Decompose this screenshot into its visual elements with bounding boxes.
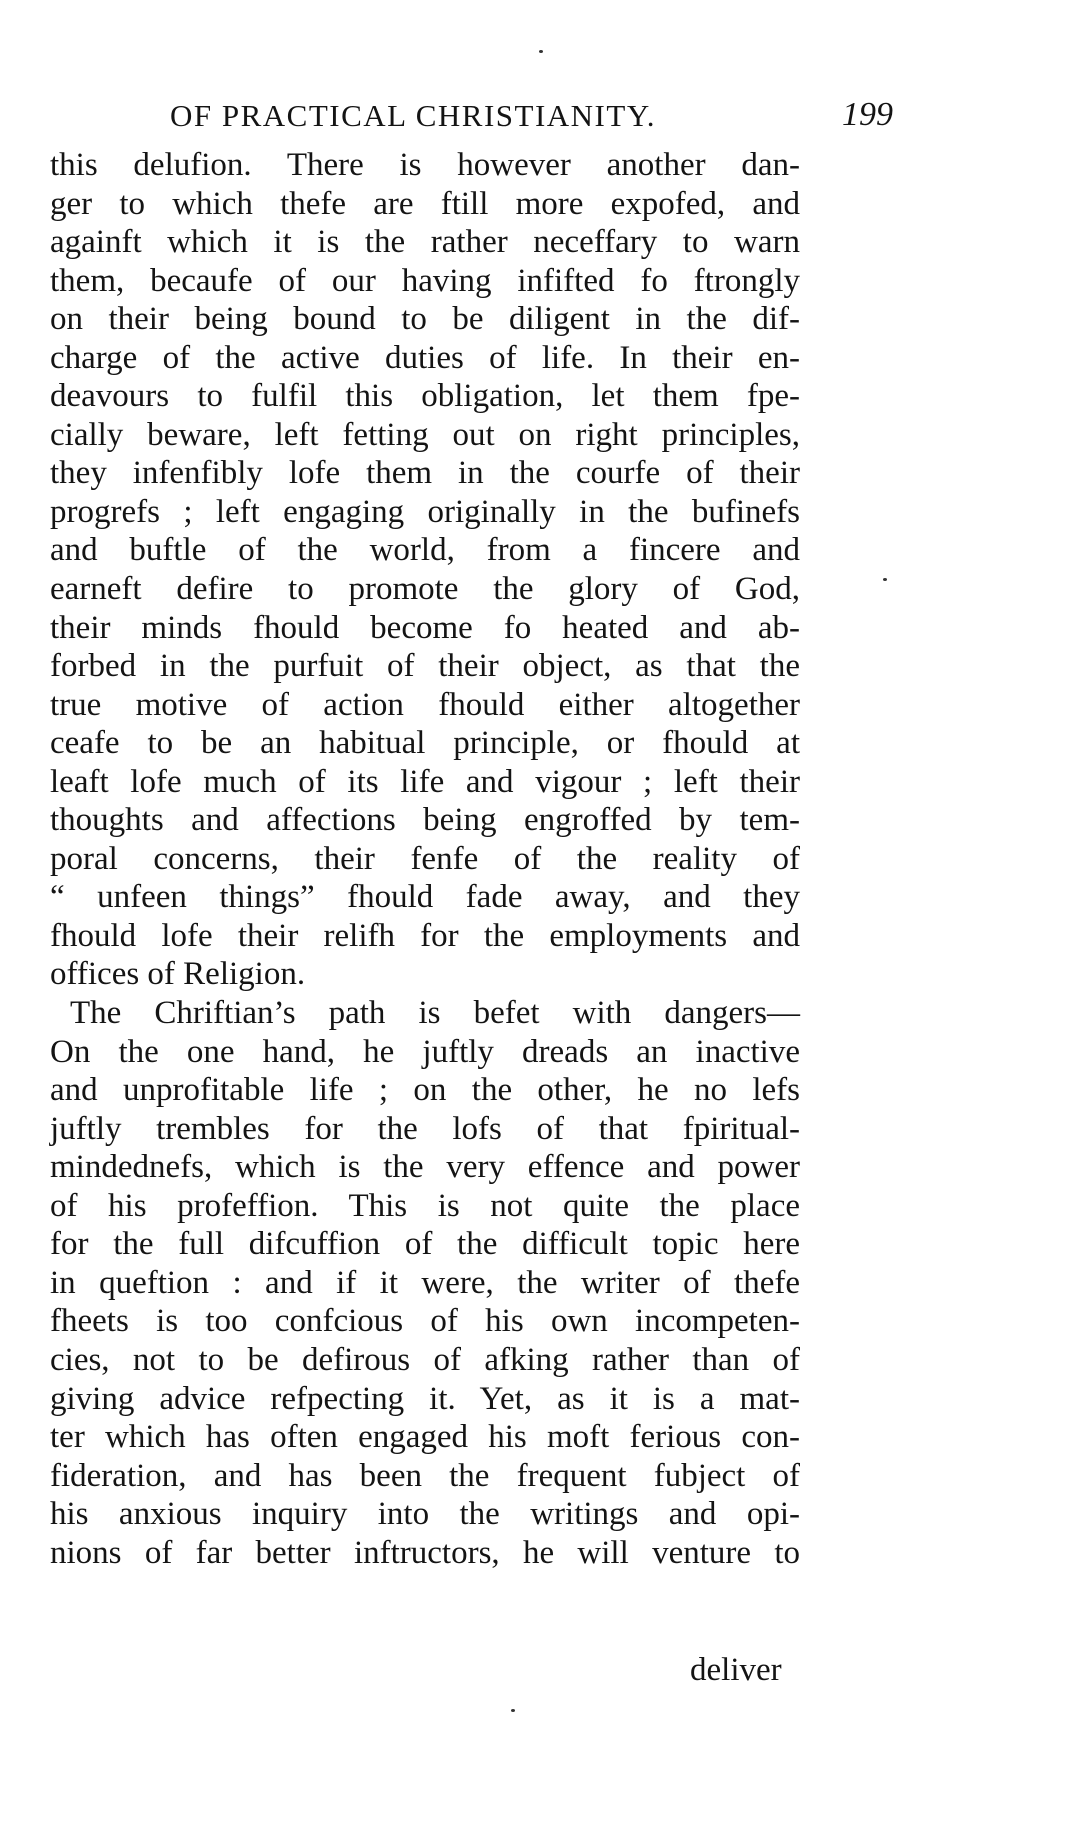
text-line: deavours to fulfil this obligation, let them fpe- xyxy=(50,378,800,415)
ink-speck-top xyxy=(539,50,543,53)
text-line: cially beware, left fetting out on right principles, xyxy=(50,416,800,453)
text-line: offices of Religion. xyxy=(50,956,306,993)
text-line: on their being bound to be diligent in the dif- xyxy=(50,301,800,338)
text-line: juftly trembles for the lofs of that fpiritual- xyxy=(50,1110,800,1147)
text-line: in queftion : and if it were, the writer of thefe xyxy=(50,1264,800,1301)
text-line: they infenfibly lofe them in the courfe of their xyxy=(50,455,800,492)
text-line: cies, not to be defirous of afking rather than of xyxy=(50,1341,800,1378)
page-number: 199 xyxy=(842,96,893,133)
text-line: for the full difcuffion of the difficult topic here xyxy=(50,1226,800,1263)
text-line: giving advice refpecting it. Yet, as it is a mat- xyxy=(50,1380,800,1417)
text-line: ter which has often engaged his moft ferious con- xyxy=(50,1419,800,1456)
text-line: ger to which thefe are ftill more expofed, and xyxy=(50,185,800,222)
text-line: nions of far better inftructors, he will venture to xyxy=(50,1534,800,1571)
text-line: charge of the active duties of life. In their en- xyxy=(50,339,800,376)
text-line: of his profeffion. This is not quite the place xyxy=(50,1187,800,1224)
text-line: The Chriftian’s path is befet with dangers— xyxy=(70,995,800,1032)
text-line: them, becaufe of our having infifted fo ftrongly xyxy=(50,262,800,299)
text-line: On the one hand, he juftly dreads an inactive xyxy=(50,1033,800,1070)
ink-speck-bottom xyxy=(511,1709,515,1712)
text-line: earneft defire to promote the glory of God, xyxy=(50,571,800,608)
text-line: againft which it is the rather neceffary to warn xyxy=(50,224,800,261)
text-line: leaft lofe much of its life and vigour ; left their xyxy=(50,763,800,800)
text-line: true motive of action fhould either altogether xyxy=(50,686,800,723)
text-line: forbed in the purfuit of their object, as that the xyxy=(50,648,800,685)
text-line: ceafe to be an habitual principle, or fhould at xyxy=(50,725,800,762)
paragraph-1 xyxy=(50,146,800,994)
text-line: and unprofitable life ; on the other, he no lefs xyxy=(50,1072,800,1109)
text-line: poral concerns, their fenfe of the reality of xyxy=(50,840,800,877)
text-line: progrefs ; left engaging originally in the bufinefs xyxy=(50,493,800,530)
paragraph-2 xyxy=(50,994,800,1572)
text-line: thoughts and affections being engroffed by tem- xyxy=(50,802,800,839)
text-line: “ unfeen things” fhould fade away, and they xyxy=(50,879,800,916)
text-line: his anxious inquiry into the writings and opi- xyxy=(50,1496,800,1533)
text-line: this delufion. There is however another dan- xyxy=(50,147,800,183)
text-line: mindednefs, which is the very effence and power xyxy=(50,1149,800,1186)
text-line: fheets is too confcious of his own incompeten- xyxy=(50,1303,800,1340)
catchword: deliver xyxy=(690,1652,782,1688)
text-line: their minds fhould become fo heated and ab- xyxy=(50,609,800,646)
text-line: fideration, and has been the frequent fubject of xyxy=(50,1457,800,1494)
body-text xyxy=(50,146,800,1572)
text-line: fhould lofe their relifh for the employments and xyxy=(50,917,800,954)
running-head: OF PRACTICAL CHRISTIANITY. xyxy=(170,98,656,133)
ink-speck-right xyxy=(883,578,887,581)
text-line: and buftle of the world, from a fincere and xyxy=(50,532,800,569)
